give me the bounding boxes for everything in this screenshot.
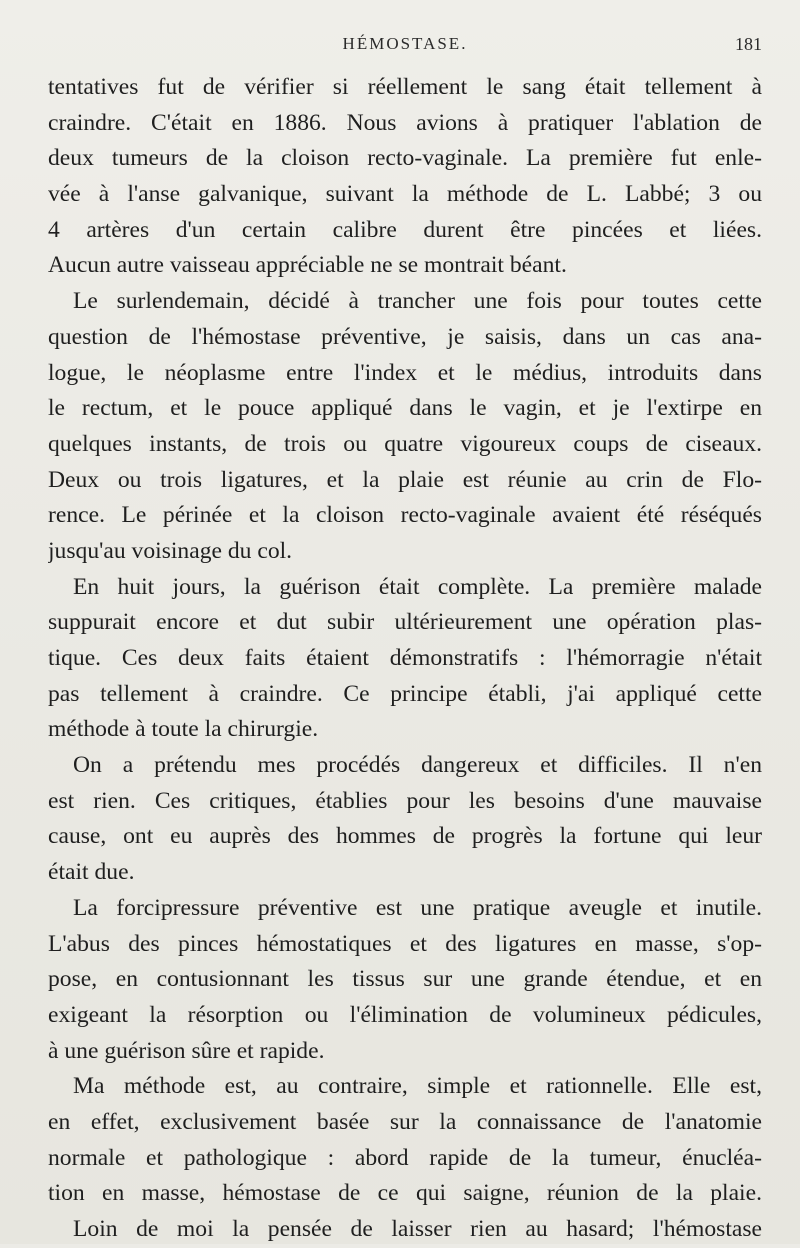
text-line: en effet, exclusivement basée sur la connaissance de l'anatomie — [48, 1108, 762, 1135]
paragraph — [48, 891, 762, 1069]
running-head: HÉMOSTASE. — [342, 34, 468, 53]
text-line: logue, le néoplasme entre l'index et le médius, introduits dans — [48, 359, 762, 386]
page-header — [48, 34, 762, 62]
paragraph — [48, 748, 762, 891]
text-line: Le surlendemain, décidé à trancher une fois pour toutes cette — [73, 288, 762, 315]
text-line: On a prétendu mes procédés dangereux et difficiles. Il n'en — [73, 752, 762, 779]
body-text — [48, 70, 762, 1248]
text-line: Deux ou trois ligatures, et la plaie est réunie au crin de Flo- — [48, 466, 762, 493]
text-line: suppurait encore et dut subir ultérieurement une opération plas- — [48, 609, 762, 636]
text-line: 4 artères d'un certain calibre durent être pincées et liées. — [48, 216, 762, 243]
text-line: rence. Le périnée et la cloison recto-vaginale avaient été réséqués — [48, 502, 762, 529]
text-line: question de l'hémostase préventive, je saisis, dans un cas ana- — [48, 323, 762, 350]
paragraph — [48, 284, 762, 570]
paragraph — [48, 1069, 762, 1247]
text-line: est rien. Ces critiques, établies pour les besoins d'une mauvaise — [48, 787, 762, 814]
text-line: quelques instants, de trois ou quatre vigoureux coups de ciseaux. — [48, 430, 762, 457]
text-line: tentatives fut de vérifier si réellement le sang était tellement à — [48, 74, 762, 100]
text-line: craindre. C'était en 1886. Nous avions à pratiquer l'ablation de — [48, 109, 762, 136]
paragraph — [48, 70, 762, 284]
text-line: deux tumeurs de la cloison recto-vaginale. La première fut enle- — [48, 145, 762, 172]
text-line: tique. Ces deux faits étaient démonstratifs : l'hémorragie n'était — [48, 645, 762, 671]
text-line: En huit jours, la guérison était complète. La première malade — [73, 573, 762, 600]
paragraph — [48, 570, 762, 748]
text-line: pas tellement à craindre. Ce principe établi, j'ai appliqué cette — [48, 680, 762, 707]
text-line: tion en masse, hémostase de ce qui saigne, réunion de la plaie. — [48, 1180, 762, 1207]
text-line: pose, en contusionnant les tissus sur une grande étendue, et en — [48, 966, 762, 993]
text-line: jusqu'au voisinage du col. — [48, 537, 293, 564]
text-line: à une guérison sûre et rapide. — [48, 1037, 325, 1064]
text-line: Loin de moi la pensée de laisser rien au hasard; l'hémostase — [73, 1216, 762, 1242]
text-line: méthode à toute la chirurgie. — [48, 716, 319, 743]
text-line: exigeant la résorption ou l'élimination de volumineux pédicules, — [48, 1001, 762, 1028]
text-line: cause, ont eu auprès des hommes de progrès la fortune qui leur — [48, 823, 762, 850]
text-line: vée à l'anse galvanique, suivant la méthode de L. Labbé; 3 ou — [48, 181, 762, 208]
text-line: était due. — [48, 859, 135, 886]
text-line: L'abus des pinces hémostatiques et des ligatures en masse, s'op- — [48, 930, 762, 957]
text-line: Aucun autre vaisseau appréciable ne se montrait béant. — [48, 252, 567, 279]
text-line: La forcipressure préventive est une pratique aveugle et inutile. — [73, 894, 762, 921]
text-line: Ma méthode est, au contraire, simple et rationnelle. Elle est, — [73, 1073, 762, 1100]
text-line: normale et pathologique : abord rapide de la tumeur, énucléa- — [48, 1144, 762, 1171]
text-line: le rectum, et le pouce appliqué dans le vagin, et je l'extirpe en — [48, 395, 762, 422]
page-number: 181 — [735, 34, 762, 54]
